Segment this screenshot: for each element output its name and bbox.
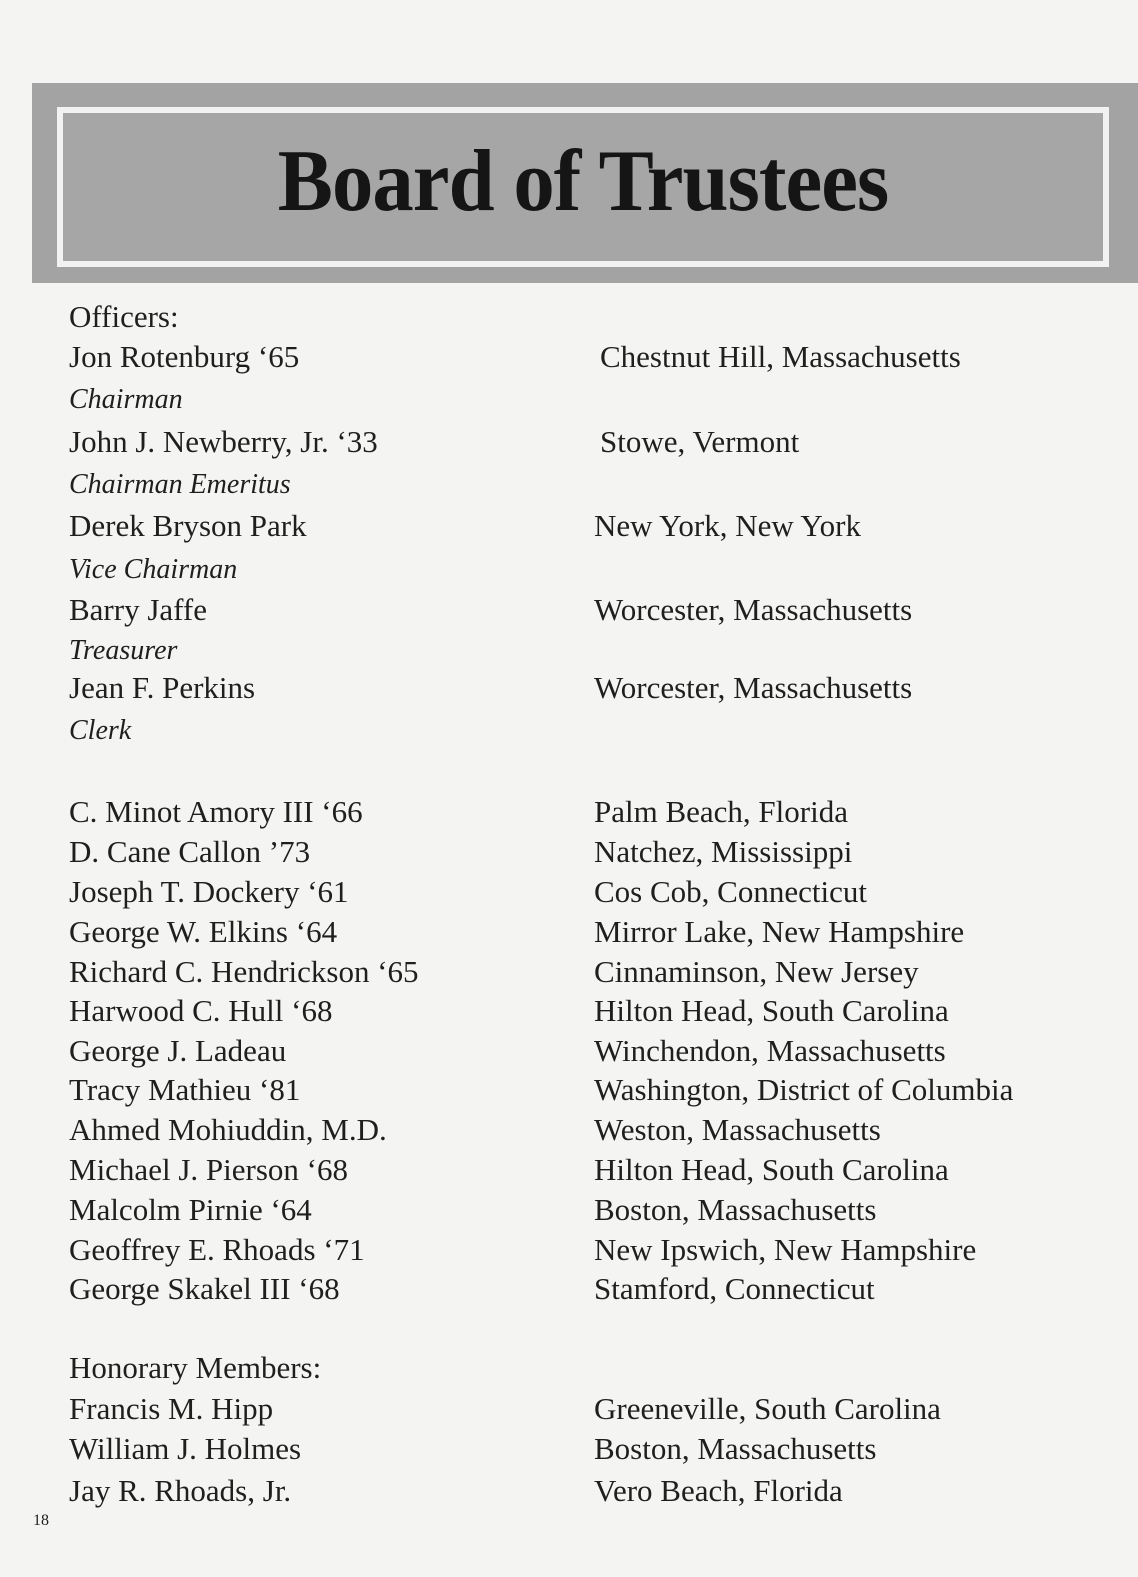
officer-location: New York, New York [594, 508, 861, 543]
trustee-name: Joseph T. Dockery ‘61 [69, 874, 349, 909]
trustee-location: Cos Cob, Connecticut [594, 874, 867, 909]
trustee-location: Palm Beach, Florida [594, 794, 848, 829]
officer-location: Stowe, Vermont [600, 424, 800, 459]
honorary-name: William J. Holmes [69, 1431, 302, 1466]
officer-title: Clerk [69, 715, 132, 746]
trustee-name: George J. Ladeau [69, 1033, 287, 1068]
honorary-name: Francis M. Hipp [69, 1391, 274, 1426]
trustee-location: Natchez, Mississippi [594, 834, 853, 869]
officer-title: Treasurer [69, 635, 178, 666]
trustee-location: Stamford, Connecticut [594, 1271, 875, 1306]
trustee-name: D. Cane Callon ’73 [69, 834, 311, 869]
trustee-location: Hilton Head, South Carolina [594, 993, 949, 1028]
honorary-name: Jay R. Rhoads, Jr. [69, 1473, 292, 1508]
honorary-heading: Honorary Members: [69, 1350, 322, 1385]
trustee-location: Boston, Massachusetts [594, 1192, 877, 1227]
trustee-name: C. Minot Amory III ‘66 [69, 794, 363, 829]
trustee-name: Harwood C. Hull ‘68 [69, 993, 333, 1028]
officers-heading: Officers: [69, 299, 179, 334]
trustee-name: George W. Elkins ‘64 [69, 914, 338, 949]
officer-name: John J. Newberry, Jr. ‘33 [69, 424, 378, 459]
trustee-location: Winchendon, Massachusetts [594, 1033, 946, 1068]
honorary-location: Vero Beach, Florida [594, 1473, 843, 1508]
honorary-location: Greeneville, South Carolina [594, 1391, 941, 1426]
trustee-name: Michael J. Pierson ‘68 [69, 1152, 348, 1187]
officer-title: Vice Chairman [69, 554, 238, 585]
officer-name: Derek Bryson Park [69, 508, 307, 543]
officer-name: Jon Rotenburg ‘65 [69, 339, 300, 374]
officer-location: Worcester, Massachusetts [594, 592, 913, 627]
page-title: Board of Trustees [277, 133, 889, 230]
trustee-name: Ahmed Mohiuddin, M.D. [69, 1112, 387, 1147]
trustee-location: Hilton Head, South Carolina [594, 1152, 949, 1187]
title-banner [32, 83, 1138, 283]
officer-name: Jean F. Perkins [69, 670, 256, 705]
trustee-name: Malcolm Pirnie ‘64 [69, 1192, 312, 1227]
trustee-name: Richard C. Hendrickson ‘65 [69, 954, 419, 989]
officer-title: Chairman [69, 384, 183, 415]
trustee-location: Cinnaminson, New Jersey [594, 954, 919, 989]
officer-location: Worcester, Massachusetts [594, 670, 913, 705]
trustee-name: Geoffrey E. Rhoads ‘71 [69, 1232, 365, 1267]
officer-location: Chestnut Hill, Massachusetts [600, 339, 961, 374]
title-banner-frame [57, 107, 1109, 267]
officer-name: Barry Jaffe [69, 592, 208, 627]
trustee-location: Mirror Lake, New Hampshire [594, 914, 965, 949]
trustee-location: Washington, District of Columbia [594, 1072, 1014, 1107]
trustee-name: George Skakel III ‘68 [69, 1271, 340, 1306]
page-number: 18 [33, 1512, 49, 1529]
trustee-location: New Ipswich, New Hampshire [594, 1232, 977, 1267]
trustee-location: Weston, Massachusetts [594, 1112, 881, 1147]
officer-title: Chairman Emeritus [69, 469, 291, 500]
honorary-location: Boston, Massachusetts [594, 1431, 877, 1466]
trustee-name: Tracy Mathieu ‘81 [69, 1072, 301, 1107]
